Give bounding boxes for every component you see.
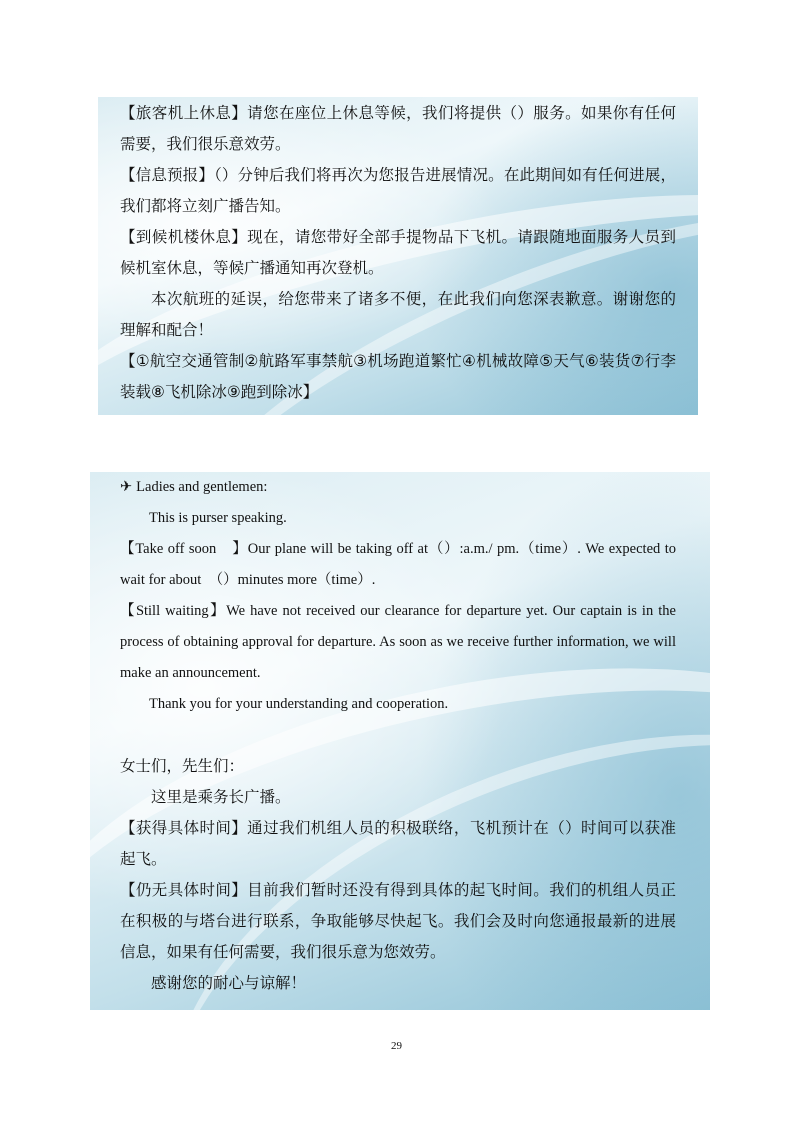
delay-announcement-zh-panel (98, 97, 698, 415)
section-spacer (120, 720, 676, 751)
apology-paragraph: 本次航班的延误，给您带来了诸多不便，在此我们向您深表歉意。谢谢您的理解和配合！ (120, 290, 676, 339)
rest-onboard-tag: 【旅客机上休息】 (120, 104, 248, 122)
terminal-rest-tag: 【到候机楼休息】 (120, 228, 248, 246)
terminal-rest-paragraph (120, 222, 676, 284)
still-waiting-tag: 【Still waiting】 (120, 603, 227, 619)
greeting-en-text: Ladies and gentlemen: (136, 479, 268, 495)
takeoff-announcement-panel (90, 472, 710, 1010)
thanks-zh: 感谢您的耐心与谅解！ (151, 974, 307, 992)
takeoff-soon-tag: 【Take off soon 】 (120, 541, 248, 557)
thanks-en: Thank you for your understanding and cooperation. (149, 696, 449, 712)
greeting-zh: 女士们，先生们： (120, 757, 245, 775)
purser-en: This is purser speaking. (149, 510, 287, 526)
no-time-tag: 【仍无具体时间】 (120, 881, 248, 899)
terminal-rest-text: 现在，请您带好全部手提物品下飞机。请跟随地面服务人员到候机室休息，等候广播通知再次登机。 (120, 228, 676, 277)
specific-time-paragraph (120, 813, 676, 875)
rest-onboard-paragraph (120, 98, 676, 160)
specific-time-tag: 【获得具体时间】 (120, 819, 248, 837)
greeting-en (120, 472, 676, 503)
info-forecast-text: （）分钟后我们将再次为您报告进展情况。在此期间如有任何进展，我们都将立刻广播告知。 (120, 166, 676, 215)
purser-zh: 这里是乘务长广播。 (151, 788, 291, 806)
still-waiting-text: We have not received our clearance for departure yet. Our captain is in the process of obtaining approval for departure. As soon as we receive further information, we will make an announcement. (120, 603, 676, 681)
airplane-icon: ✈ (120, 479, 133, 495)
no-time-text: 目前我们暂时还没有得到具体的起飞时间。我们的机组人员正在积极的与塔台进行联系，争取能够尽快起飞。我们会及时向您通报最新的进展信息，如果有任何需要，我们很乐意为您效劳。 (120, 881, 676, 961)
page-number: 29 (391, 1040, 402, 1052)
still-waiting-paragraph (120, 596, 676, 689)
no-time-paragraph (120, 875, 676, 968)
specific-time-text: 通过我们机组人员的积极联络，飞机预计在（）时间可以获准起飞。 (120, 819, 676, 868)
takeoff-soon-paragraph (120, 534, 676, 596)
info-forecast-tag: 【信息预报】 (120, 166, 214, 184)
info-forecast-paragraph (120, 160, 676, 222)
rest-onboard-text: 请您在座位上休息等候，我们将提供（）服务。如果你有任何需要，我们很乐意效劳。 (120, 104, 676, 153)
delay-reasons-list: 【①航空交通管制②航路军事禁航③机场跑道繁忙④机械故障⑤天气⑥装货⑦行李装载⑧飞机除冰⑨跑到除冰】 (120, 352, 676, 401)
takeoff-soon-text: Our plane will be taking off at（）:a.m./ pm.（time）. We expected to wait for about （）minutes more（time）. (120, 541, 676, 588)
